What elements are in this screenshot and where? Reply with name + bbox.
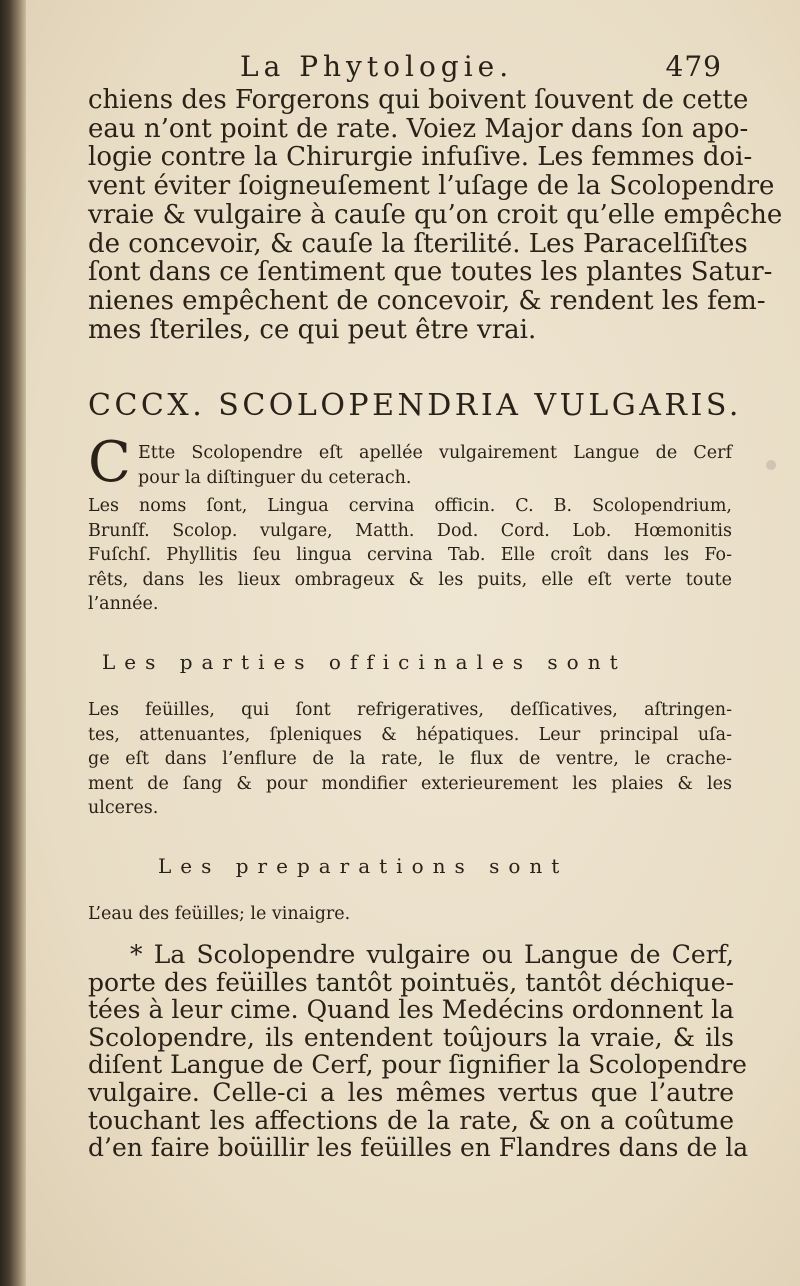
text-line: Ette Scolopendre eſt apellée vulgairement Langue de Cerf bbox=[138, 443, 732, 463]
text-line: pour la diſtinguer du ceterach. bbox=[138, 467, 412, 488]
text-line: mes ſteriles, ce qui peut être vrai. bbox=[88, 314, 537, 345]
text-line: eau n’ont point de rate. Voiez Major dans ſon apo- bbox=[88, 113, 749, 144]
paper-stain bbox=[766, 460, 776, 470]
header-title: La Phytologie. bbox=[240, 50, 514, 83]
text-line: * La Scolopendre vulgaire ou Langue de Cerf, bbox=[130, 940, 734, 969]
preparations-heading: Les preparations sont bbox=[158, 854, 569, 878]
paragraph-2 bbox=[88, 940, 749, 1163]
text-line: tes, attenuantes, ſpleniques & hépatiques. Leur principal uſa- bbox=[88, 724, 732, 745]
text-line: l’année. bbox=[88, 594, 159, 614]
page-number: 479 bbox=[665, 50, 722, 83]
text-line: rêts, dans les lieux ombrageux & les puits, elle eſt verte toute bbox=[88, 569, 732, 590]
text-line: logie contre la Chirurgie infuſive. Les femmes doi- bbox=[88, 142, 753, 173]
text-line: L’eau des feüilles; le vinaigre. bbox=[88, 904, 351, 924]
text-line: ſont dans ce ſentiment que toutes les plantes Satur- bbox=[88, 257, 773, 288]
text-line: vraie & vulgaire à cauſe qu’on croit qu’elle empêche bbox=[88, 199, 783, 230]
text-line: touchant les affections de la rate, & on a coûtume bbox=[88, 1105, 734, 1135]
book-binding bbox=[0, 0, 26, 1286]
intro-lines bbox=[138, 441, 732, 490]
text-line: nienes empêchent de concevoir, & rendent les fem- bbox=[88, 285, 766, 316]
text-line: de concevoir, & cauſe la ſterilité. Les Paracelſiſtes bbox=[88, 228, 748, 259]
text-line: chiens des Forgerons qui boivent ſouvent de cette bbox=[88, 85, 749, 115]
running-header bbox=[240, 50, 722, 83]
text-line: Fuſchſ. Phyllitis ſeu lingua cervina Tab. Elle croît dans les Fo- bbox=[88, 545, 732, 565]
paragraph-1 bbox=[88, 85, 783, 345]
text-line: tées à leur cime. Quand les Medécins ordonnent la bbox=[88, 995, 734, 1025]
parties-heading: Les parties officinales sont bbox=[102, 650, 627, 674]
text-line: Brunſf. Scolop. vulgare, Matth. Dod. Cord. Lob. Hœmonitis bbox=[88, 520, 732, 541]
text-line: Les feüilles, qui ſont refrigeratives, deſſicatives, aſtringen- bbox=[88, 700, 732, 720]
text-line: vulgaire. Celle-ci a les mêmes vertus que l’autre bbox=[88, 1077, 734, 1107]
parties-paragraph bbox=[88, 698, 732, 821]
text-line: d’en faire boüillir les feüilles en Flandres dans de la bbox=[88, 1133, 749, 1163]
book-page bbox=[26, 0, 800, 1286]
text-line: ment de ſang & pour mondifier exterieurement les plaies & les bbox=[88, 773, 732, 794]
text-line: ge eſt dans l’enflure de la rate, le flux de ventre, le crache- bbox=[88, 749, 732, 769]
section-title: CCCX. SCOLOPENDRIA VULGARIS. bbox=[88, 388, 742, 423]
text-line: ulceres. bbox=[88, 798, 159, 818]
text-line: Les noms ſont, Lingua cervina officin. C. B. Scolopendrium, bbox=[88, 496, 732, 516]
text-line: vent éviter ſoigneuſement l’uſage de la Scolopendre bbox=[88, 171, 775, 202]
preparations-paragraph bbox=[88, 902, 732, 927]
drop-cap: C bbox=[88, 430, 131, 495]
text-line: diſent Langue de Cerf, pour ſignifier la Scolopendre bbox=[88, 1050, 747, 1080]
text-line: porte des feüilles tantôt pointuës, tantôt déchique- bbox=[88, 967, 734, 997]
names-paragraph bbox=[88, 494, 732, 617]
text-line: Scolopendre, ils entendent toûjours la vraie, & ils bbox=[88, 1022, 734, 1052]
